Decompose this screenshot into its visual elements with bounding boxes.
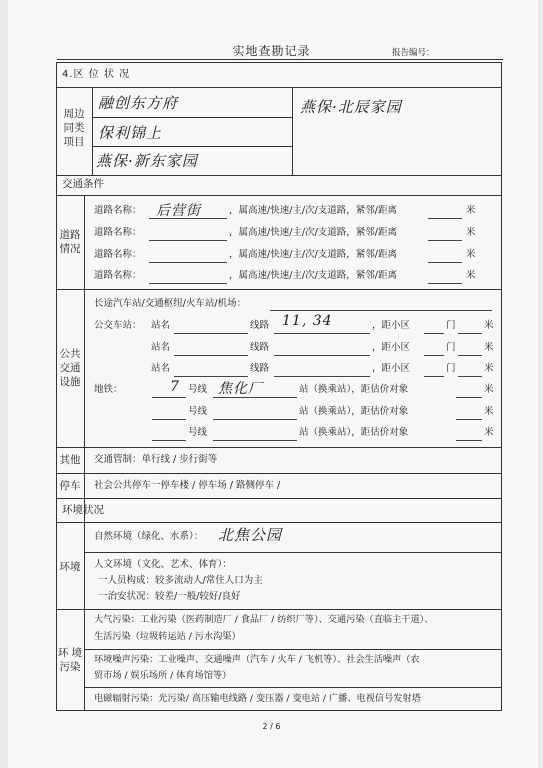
row-divider [56,195,502,196]
col-divider [92,87,93,175]
row-divider [56,175,502,176]
row-divider [56,609,502,610]
traffic-control-text: 交通管制：单行线 / 步行街等 [94,454,218,465]
parking-text: 社会公共停车一停车楼 / 停车场 / 路侧停车 / [94,480,281,491]
header-divider [57,59,503,60]
population-composition: 一人员构成：较多流动人/常住人口为主 [98,575,263,586]
air-pollution-line-1: 大气污染：工业污染（医药制造厂 / 食品厂 / 纺织厂等）、交通污染（直临主干道）、 [94,614,434,625]
section-title: 4.区 位 状 况 [62,69,131,80]
row-divider [56,447,502,448]
metro-line-handwritten: 7 [170,379,180,395]
natural-environment: 自然环境（绿化、水系）： [94,531,204,542]
humanities-environment: 人文环境（文化、艺术、体育）： [94,559,232,570]
station-line: 长途汽车站/交通枢纽/火车站/机场： [94,298,247,309]
row-divider [84,552,502,553]
public-transport-label: 公共 交通 设施 [59,348,81,388]
row-divider [56,498,502,499]
metro-station-handwritten: 焦化厂 [218,381,263,397]
report-number-label: 报告编号： [392,48,435,58]
row-divider [56,522,502,523]
air-pollution-line-2: 生活污染（垃圾转运站 / 污水沟渠） [94,631,241,642]
row-divider [56,87,502,88]
pollution-label: 环 境 污染 [57,647,83,673]
similar-project-1: 融创东方府 [98,94,179,112]
page-number: 2 / 6 [262,722,281,731]
cell-divider [92,117,292,118]
environment-label: 环境 [59,561,81,573]
similar-project-3: 保利锦上 [98,124,163,142]
row-divider [84,649,502,650]
emr-pollution-line: 电磁辐射污染：光污染/ 高压输电线路 / 变压器 / 变电站 / 广播、电视信号发射塔 [94,693,421,704]
noise-pollution-line-2: 贸市场 / 娱乐场所 / 体育场馆等） [94,670,232,681]
row-divider [56,473,502,474]
col-divider [84,522,85,711]
noise-pollution-line-1: 环境噪声污染：工业噪声、交通噪声（汽车 / 火车 / 飞机等）、社会生活噪声（农 [94,654,420,665]
page-title: 实地查勘记录 [232,44,311,58]
other-label: 其他 [59,454,81,466]
similar-project-2: 燕保·北辰家园 [300,98,402,116]
parking-label: 停车 [59,480,81,492]
cell-divider [292,87,293,175]
security-status: 一治安状况：较差/一般/较好/良好 [98,591,241,602]
natural-environment-handwritten: 北焦公园 [218,526,283,544]
similar-projects-label: 周边 同类 项目 [63,108,85,148]
environment-section-title: 环境状况 [62,504,104,516]
road-label: 道路 情况 [59,229,81,255]
row-divider [84,687,502,688]
col-divider [84,195,85,522]
bus-routes-handwritten: 11, 34 [282,313,333,329]
cell-divider [92,146,292,147]
traffic-section-title: 交通条件 [62,178,104,190]
road-name-handwritten: 后营街 [156,203,201,219]
similar-project-4: 燕保·新东家园 [96,152,198,170]
row-divider [56,289,502,290]
